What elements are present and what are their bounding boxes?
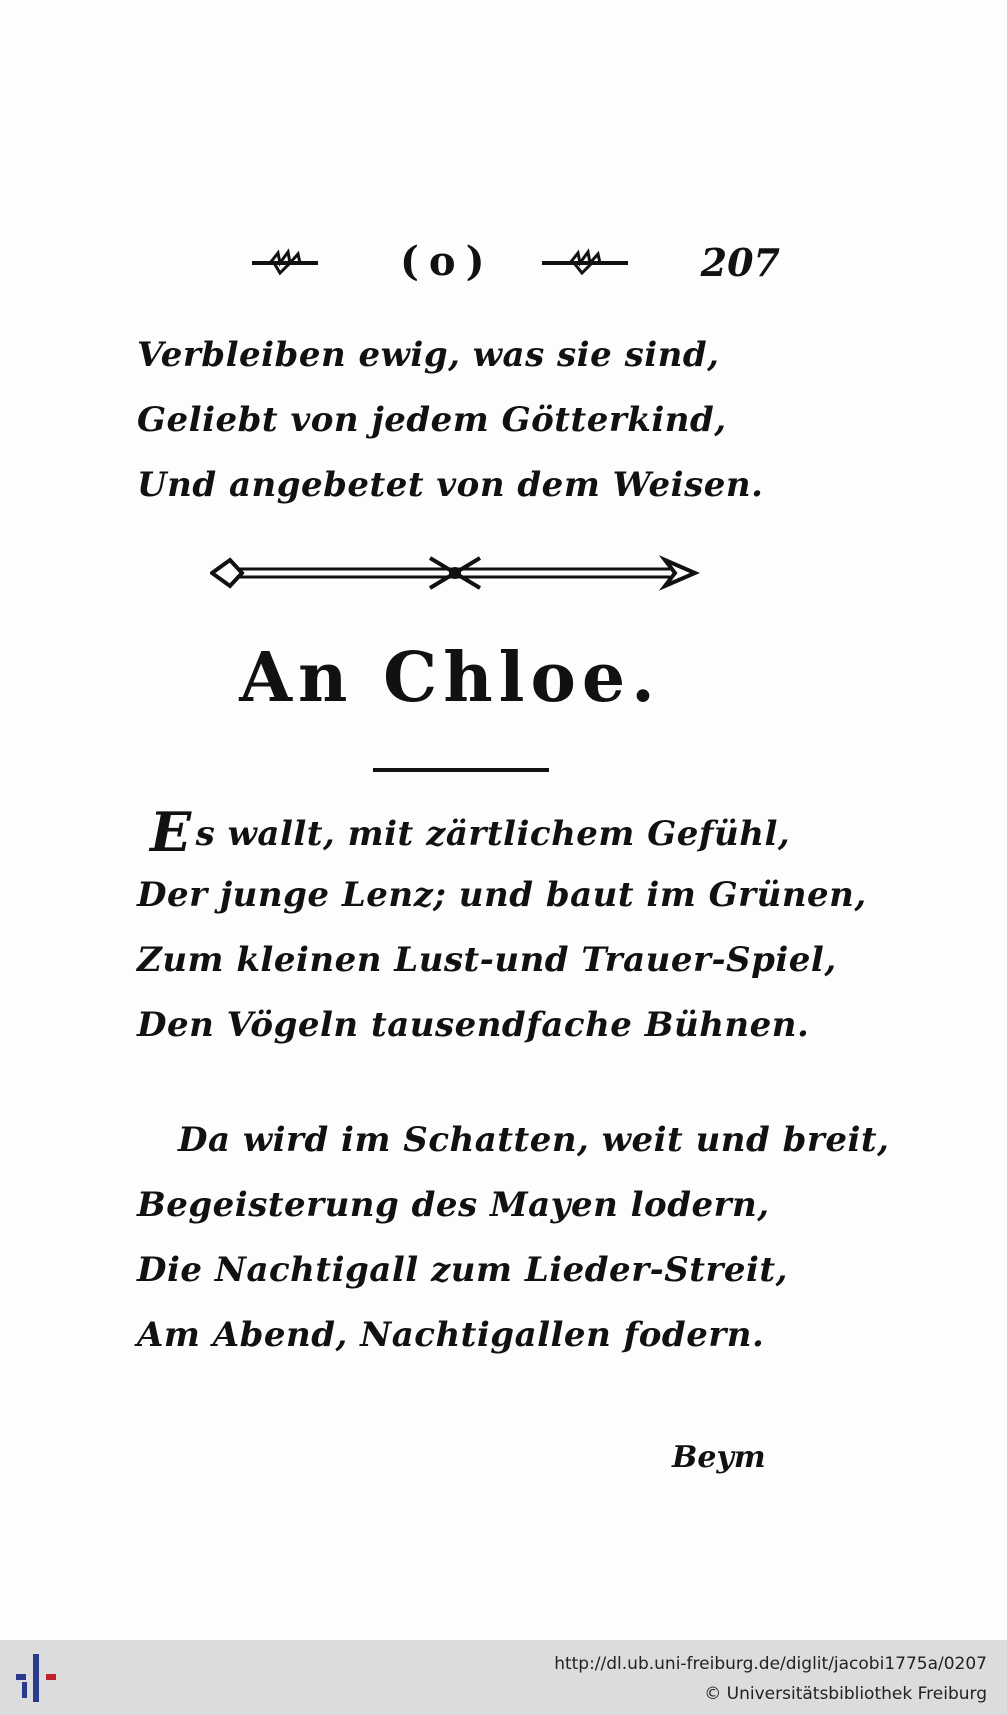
verse-line: Und angebetet von dem Weisen. <box>137 465 764 505</box>
source-url-link[interactable]: http://dl.ub.uni-freiburg.de/diglit/jacobi1775a/0207 <box>554 1654 987 1674</box>
verse-text: s wallt, mit zärtlichem Gefühl, <box>195 814 791 854</box>
ornamental-divider <box>210 548 700 598</box>
header-ornament-left <box>250 248 320 278</box>
library-logo-icon <box>12 1652 62 1704</box>
drop-cap: E <box>150 800 192 864</box>
verse-line: Am Abend, Nachtigallen fodern. <box>137 1315 765 1355</box>
page-header <box>250 238 780 288</box>
verse-line: Da wird im Schatten, weit und breit, <box>178 1120 890 1160</box>
verse-line: Die Nachtigall zum Lieder-Streit, <box>137 1250 788 1290</box>
copyright-text: © Universitätsbibliothek Freiburg <box>704 1684 987 1704</box>
header-ornament-right <box>540 248 630 278</box>
page-number: 207 <box>700 240 780 285</box>
poem-title: An Chloe. <box>239 638 661 718</box>
verse-line-first <box>150 800 790 864</box>
catchword: Beym <box>672 1440 766 1475</box>
verse-line: Den Vögeln tausendfache Bühnen. <box>137 1005 810 1045</box>
verse-line: Begeisterung des Mayen lodern, <box>137 1185 770 1225</box>
verse-line: Verbleiben ewig, was sie sind, <box>137 335 720 375</box>
header-mark: (o) <box>400 238 495 285</box>
title-rule <box>373 768 549 772</box>
verse-line: Geliebt von jedem Götterkind, <box>137 400 727 440</box>
viewer-footer <box>0 1640 1007 1715</box>
verse-line: Der junge Lenz; und baut im Grünen, <box>137 875 867 915</box>
verse-line: Zum kleinen Lust-und Trauer-Spiel, <box>137 940 837 980</box>
